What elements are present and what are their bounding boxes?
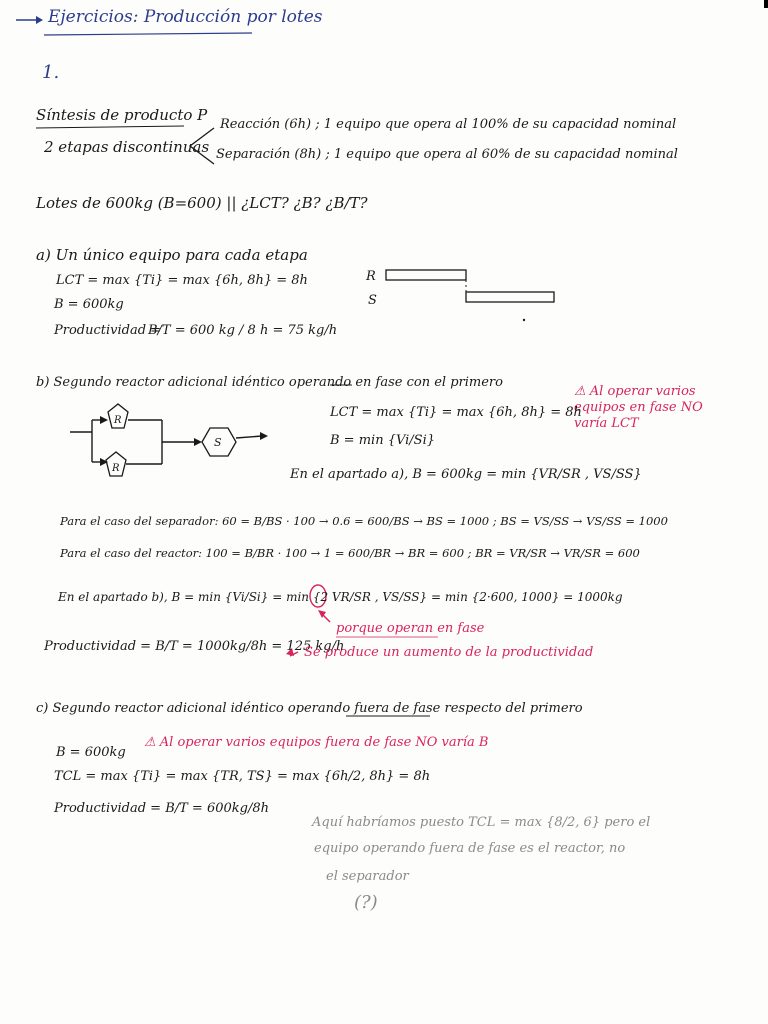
intro-question: Lotes de 600kg (B=600) || ¿LCT? ¿B? ¿B/T? bbox=[36, 194, 368, 212]
part-b-apartado-a: En el apartado a), B = 600kg = min {VR/SR , VS/SS} bbox=[290, 467, 642, 482]
part-c-grey-note-4: (?) bbox=[354, 892, 378, 913]
part-a-lct: LCT = max {Ti} = max {6h, 8h} = 8h bbox=[56, 273, 308, 288]
part-b-prod: Productividad = B/T = 1000kg/8h = 125 kg/h bbox=[44, 639, 345, 654]
part-c-prod: Productividad = B/T = 600kg/8h bbox=[54, 801, 269, 816]
part-a-b: B = 600kg bbox=[54, 297, 124, 312]
intro-separation: Separación (8h) ; 1 equipo que opera al 60% de su capacidad nominal bbox=[216, 147, 678, 162]
part-b-reactor: Para el caso del reactor: 100 = B/BR · 100 → 1 = 600/BR → BR = 600 ; BR = VR/SR → VR/SR = 600 bbox=[60, 546, 640, 560]
part-b-b-formula: B = min {Vi/Si} bbox=[330, 433, 436, 448]
part-a-heading: a) Un único equipo para cada etapa bbox=[36, 246, 308, 264]
part-b-porque: porque operan en fase bbox=[336, 621, 485, 636]
part-c-heading: c) Segundo reactor adicional idéntico operando fuera de fase respecto del primero bbox=[36, 701, 583, 716]
diagram-r1-label: R bbox=[114, 415, 122, 426]
part-c-warning: ⚠ Al operar varios equipos fuera de fase NO varía B bbox=[144, 735, 489, 750]
part-b-apartado-b: En el apartado b), B = min {Vi/Si} = min {2 VR/SR , VS/SS} = min {2·600, 1000} = 1000kg bbox=[58, 590, 623, 604]
intro-line-1: Síntesis de producto P bbox=[36, 106, 208, 124]
intro-stages: 2 etapas discontinuas bbox=[44, 138, 210, 156]
part-b-aumento: Se produce un aumento de la productividad bbox=[304, 645, 594, 660]
part-c-grey-note-3: el separador bbox=[326, 869, 409, 884]
gantt-bar-reactor bbox=[386, 270, 466, 280]
title-underline bbox=[44, 33, 252, 35]
part-a-prod-value: B/T = 600 kg / 8 h = 75 kg/h bbox=[148, 323, 338, 338]
gantt-label-s: S bbox=[368, 293, 377, 308]
part-b-warning: ⚠ Al operar varios equipos en fase NO varía LCT bbox=[574, 384, 703, 431]
part-c-grey-note-1: Aquí habríamos puesto TCL = max {8/2, 6} pero el bbox=[312, 815, 651, 830]
part-b-heading: b) Segundo reactor adicional idéntico operando en fase con el primero bbox=[36, 375, 503, 390]
part-c-grey-note-2: equipo operando fuera de fase es el reactor, no bbox=[314, 841, 626, 856]
gantt-bar-separator bbox=[466, 292, 554, 302]
part-c-b: B = 600kg bbox=[56, 745, 126, 760]
diagram-r2-label: R bbox=[112, 463, 120, 474]
part-b-lct: LCT = max {Ti} = max {6h, 8h} = 8h bbox=[330, 405, 582, 420]
diagram-s-label: S bbox=[214, 436, 222, 449]
exercise-number: 1. bbox=[42, 62, 60, 83]
part-a-prod-label: Productividad = bbox=[54, 323, 162, 338]
part-c-tcl: TCL = max {Ti} = max {TR, TS} = max {6h/2, 8h} = 8h bbox=[54, 769, 431, 784]
page-title: Ejercicios: Producción por lotes bbox=[48, 7, 323, 27]
part-b-separador: Para el caso del separador: 60 = B/BS · 100 → 0.6 = 600/BS → BS = 1000 ; BS = VS/SS → VS/SS = 1000 bbox=[60, 514, 668, 528]
gantt-label-r: R bbox=[366, 269, 376, 284]
intro-reaction: Reacción (6h) ; 1 equipo que opera al 100% de su capacidad nominal bbox=[220, 117, 677, 132]
